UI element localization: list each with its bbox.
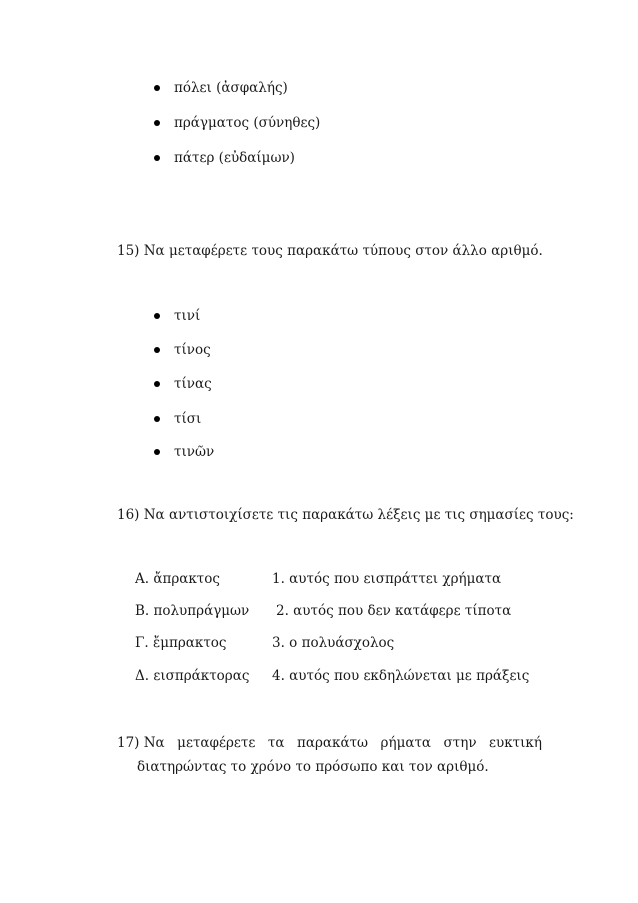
match-meaning: 2. αυτός που δεν κατάφερε τίποτα (276, 603, 512, 619)
match-term: Α. ἄπρακτος (135, 571, 220, 587)
bullet-dot-icon (154, 85, 160, 91)
bullet-dot-icon (154, 347, 160, 353)
match-term: Δ. εισπράκτορας (135, 668, 250, 684)
question-17-line-1 (117, 731, 542, 755)
question-16: 16) Να αντιστοιχίσετε τις παρακάτω λέξεις με τις σημασίες τους: (117, 507, 574, 523)
list-item-text: τίνος (174, 342, 211, 358)
question-15: 15) Να μεταφέρετε τους παρακάτω τύπους στον άλλο αριθμό. (117, 243, 543, 259)
bullet-dot-icon (154, 449, 160, 455)
list-item-text: τίνας (174, 376, 212, 392)
word: ρήματα (380, 735, 432, 751)
match-meaning: 3. ο πολυάσχολος (272, 635, 395, 651)
match-term: Γ. ἔμπρακτος (135, 635, 227, 651)
list-item-text: πόλει (ἀσφαλής) (174, 80, 288, 96)
list-item-text: τινῶν (174, 444, 215, 460)
word: παρακάτω (296, 735, 369, 751)
question-17-line-2: διατηρώντας το χρόνο το πρόσωπο και τον αριθμό. (137, 759, 489, 775)
match-meaning: 4. αυτός που εκδηλώνεται με πράξεις (272, 668, 530, 684)
word: τα (267, 735, 285, 751)
bullet-dot-icon (154, 313, 160, 319)
word: ευκτική (489, 735, 542, 751)
question-17 (117, 731, 542, 779)
list-item-text: τίσι (174, 411, 202, 427)
bullet-dot-icon (154, 381, 160, 387)
bullet-dot-icon (154, 155, 160, 161)
match-term: Β. πολυπράγμων (135, 603, 250, 619)
list-item-text: τινί (174, 308, 201, 324)
bullet-dot-icon (154, 416, 160, 422)
list-item-text: πάτερ (εὐδαίμων) (174, 150, 295, 166)
bullet-dot-icon (154, 120, 160, 126)
list-item-text: πράγματος (σύνηθες) (174, 115, 321, 131)
word: μεταφέρετε (177, 735, 256, 751)
word: 17) Να (117, 735, 165, 751)
match-meaning: 1. αυτός που εισπράττει χρήματα (272, 571, 502, 587)
word: στην (443, 735, 477, 751)
